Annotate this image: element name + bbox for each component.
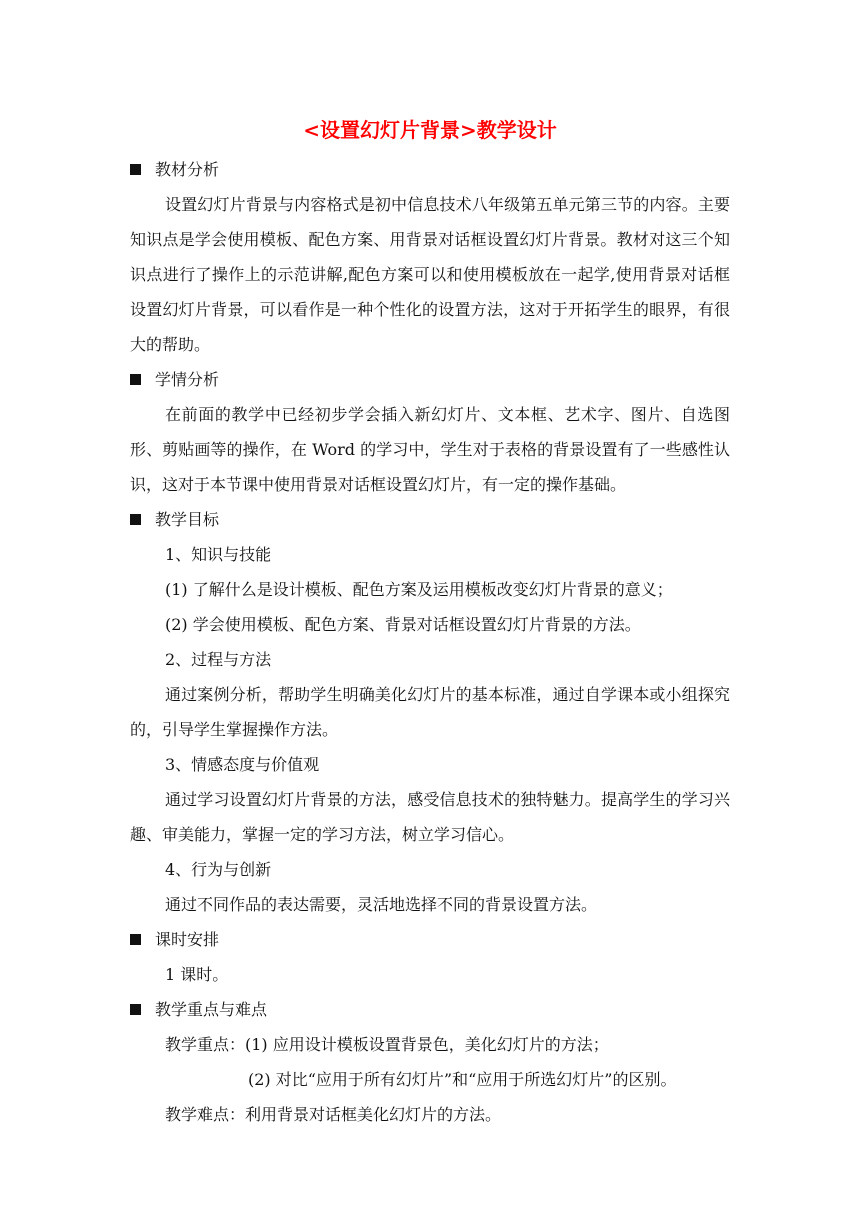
- square-bullet-icon: [130, 374, 141, 385]
- section-heading-goals: [130, 502, 730, 537]
- goal-paragraph-4: 通过不同作品的表达需要，灵活地选择不同的背景设置方法。: [165, 895, 598, 914]
- goal-item-1: (1) 了解什么是设计模板、配色方案及运用模板改变幻灯片背景的意义；: [165, 580, 673, 599]
- schedule-text: 1 课时。: [165, 965, 229, 984]
- heading-text: 教学重点与难点: [155, 1000, 268, 1019]
- square-bullet-icon: [130, 514, 141, 525]
- heading-text: 教材分析: [155, 160, 220, 179]
- goal-paragraph-2: 通过案例分析，帮助学生明确美化幻灯片的基本标准，通过自学课本或小组探究的，引导学生掌握操作方法。: [130, 685, 730, 739]
- difficulty-point: 教学难点：利用背景对话框美化幻灯片的方法。: [165, 1105, 502, 1124]
- students-paragraph: 在前面的教学中已经初步学会插入新幻灯片、文本框、艺术字、图片、自选图形、剪贴画等的操作，在 Word 的学习中，学生对于表格的背景设置有了一些感性认识，这对于本节课中使用背景对话框设置幻灯片，有一定的操作基础。: [130, 405, 730, 494]
- document-title: <设置幻灯片背景>教学设计: [303, 118, 557, 142]
- heading-text: 学情分析: [155, 370, 220, 389]
- heading-text: 课时安排: [155, 930, 220, 949]
- section-heading-schedule: [130, 922, 730, 957]
- square-bullet-icon: [130, 1004, 141, 1015]
- goal-subheading-3: 3、情感态度与价值观: [165, 755, 320, 774]
- textbook-paragraph: 设置幻灯片背景与内容格式是初中信息技术八年级第五单元第三节的内容。主要知识点是学会使用模板、配色方案、用背景对话框设置幻灯片背景。教材对这三个知识点进行了操作上的示范讲解,配色方案可以和使用模板放在一起学,使用背景对话框设置幻灯片背景，可以看作是一种个性化的设置方法，这对于开拓学生的眼界，有很大的帮助。: [130, 195, 730, 354]
- square-bullet-icon: [130, 164, 141, 175]
- goal-subheading-4: 4、行为与创新: [165, 860, 272, 879]
- document-page: [130, 112, 730, 1132]
- goal-subheading-1: 1、知识与技能: [165, 545, 272, 564]
- key-point-2: (2) 对比“应用于所有幻灯片”和“应用于所选幻灯片”的区别。: [248, 1070, 677, 1089]
- heading-text: 教学目标: [155, 510, 220, 529]
- square-bullet-icon: [130, 934, 141, 945]
- section-heading-students: [130, 362, 730, 397]
- goal-paragraph-3: 通过学习设置幻灯片背景的方法，感受信息技术的独特魅力。提高学生的学习兴趣、审美能力，掌握一定的学习方法，树立学习信心。: [130, 790, 730, 844]
- goal-item-2: (2) 学会使用模板、配色方案、背景对话框设置幻灯片背景的方法。: [165, 615, 641, 634]
- key-point-1: 教学重点：(1) 应用设计模板设置背景色，美化幻灯片的方法；: [165, 1035, 609, 1054]
- section-heading-keypoints: [130, 992, 730, 1027]
- goal-subheading-2: 2、过程与方法: [165, 650, 272, 669]
- section-heading-textbook: [130, 152, 730, 187]
